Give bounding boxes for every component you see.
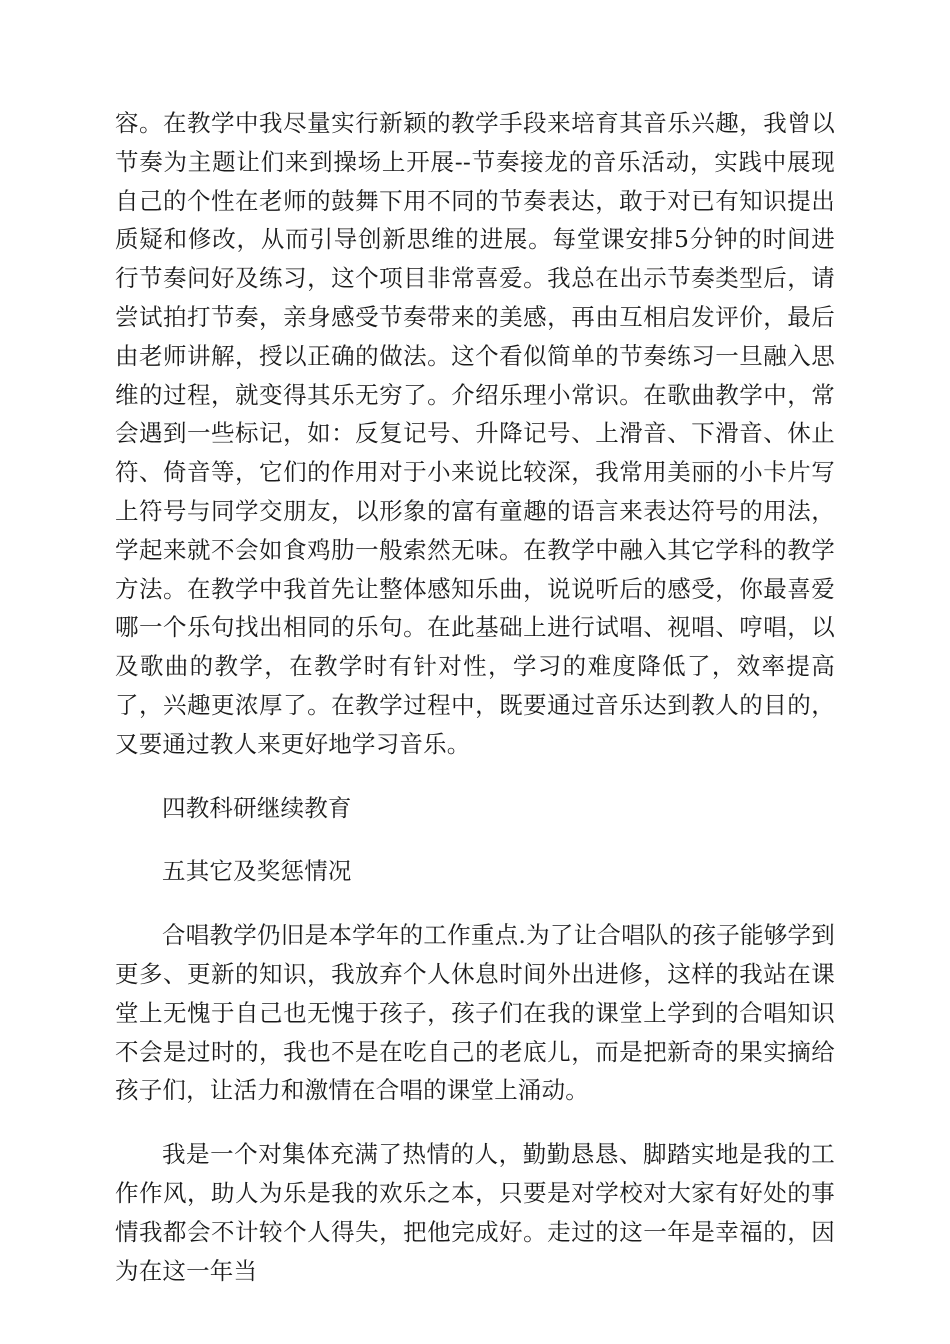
paragraph-choir-teaching: 合唱教学仍旧是本学年的工作重点.为了让合唱队的孩子能够学到更多、更新的知识，我放弃个人休息时间外出进修，这样的我站在课堂上无愧于自己也无愧于孩子，孩子们在我的课堂上学到的合唱知识不会是过时的，我也不是在吃自己的老底儿，而是把新奇的果实摘给孩子们，让活力和激情在合唱的课堂上涌动。 <box>115 921 835 1105</box>
paragraph-self-assessment: 我是一个对集体充满了热情的人，勤勤恳恳、脚踏实地是我的工作作风，助人为乐是我的欢乐之本，只要是对学校对大家有好处的事情我都会不计较个人得失，把他完成好。走过的这一年是幸福的，因为在这一年当 <box>115 1140 835 1285</box>
document-body <box>115 104 835 1290</box>
section-heading-other-awards: 五其它及奖惩情况 <box>162 857 352 886</box>
paragraph-teaching-methods: 容。在教学中我尽量实行新颖的教学手段来培育其音乐兴趣，我曾以节奏为主题让们来到操场上开展--节奏接龙的音乐活动，实践中展现自己的个性在老师的鼓舞下用不同的节奏表达，敢于对已有知识提出质疑和修改，从而引导创新思维的进展。每堂课安排5分钟的时间进行节奏问好及练习，这个项目非常喜爱。我总在出示节奏类型后，请尝试拍打节奏，亲身感受节奏带来的美感，再由互相启发评价，最后由老师讲解，授以正确的做法。这个看似简单的节奏练习一旦融入思维的过程，就变得其乐无穷了。介绍乐理小常识。在歌曲教学中，常会遇到一些标记，如：反复记号、升降记号、上滑音、下滑音、休止符、倚音等，它们的作用对于小来说比较深，我常用美丽的小卡片写上符号与同学交朋友，以形象的富有童趣的语言来表达符号的用法，学起来就不会如食鸡肋一般索然无味。在教学中融入其它学科的教学方法。在教学中我首先让整体感知乐曲，说说听后的感受，你最喜爱哪一个乐句找出相同的乐句。在此基础上进行试唱、视唱、哼唱，以及歌曲的教学，在教学时有针对性，学习的难度降低了，效率提高了，兴趣更浓厚了。在教学过程中，既要通过音乐达到教人的目的，又要通过教人来更好地学习音乐。 <box>115 109 835 758</box>
section-heading-research: 四教科研继续教育 <box>162 793 352 822</box>
